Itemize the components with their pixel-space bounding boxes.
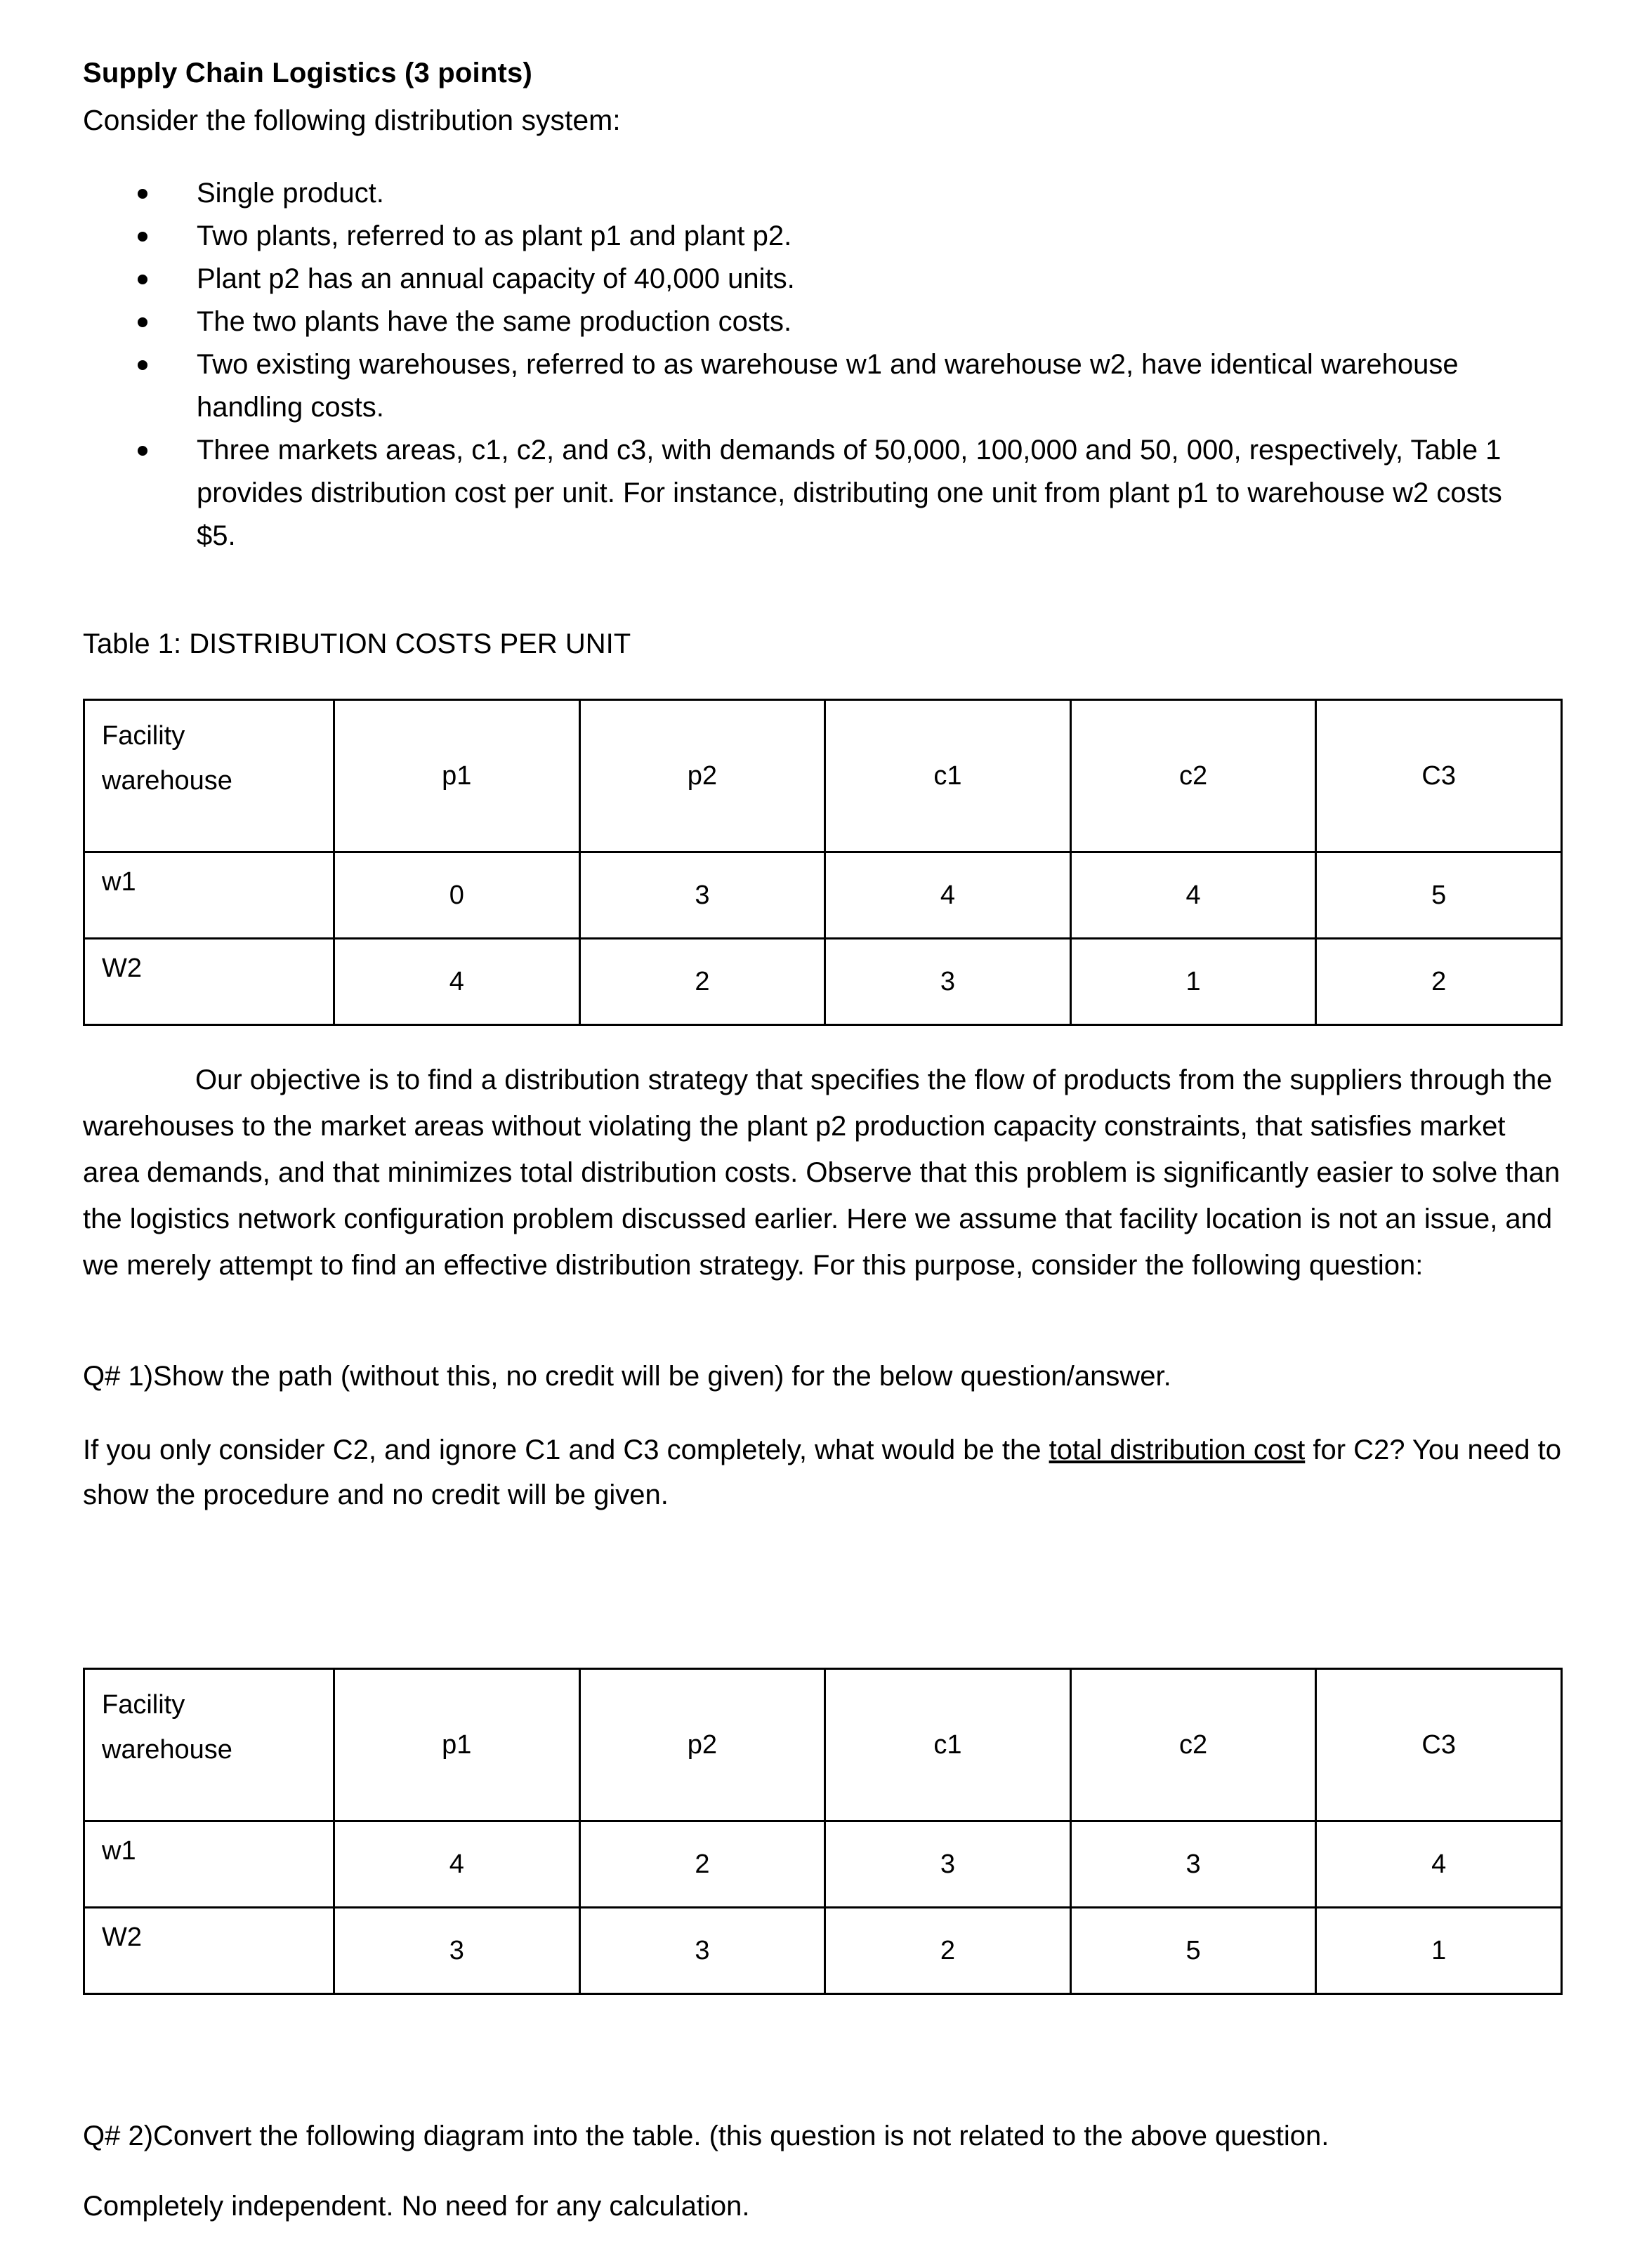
intro-text: Consider the following distribution system: bbox=[83, 104, 621, 136]
list-item: Two existing warehouses, referred to as warehouse w1 and warehouse w2, have identical warehouse handling costs. bbox=[83, 343, 1544, 429]
table-cell: 4 bbox=[1070, 852, 1316, 939]
table-cell: 5 bbox=[1316, 852, 1562, 939]
table-cell: 1 bbox=[1316, 1908, 1562, 1994]
bullet-icon bbox=[138, 446, 147, 456]
table-row bbox=[84, 852, 1562, 939]
column-header-p2: p2 bbox=[579, 700, 825, 852]
question-1-detail: If you only consider C2, and ignore C1 and C3 completely, what would be the total distribution cost for C2? You need to show the procedure and no credit will be given. bbox=[83, 1435, 1561, 1510]
column-header-p1: p1 bbox=[334, 1669, 580, 1821]
column-header-c1: c1 bbox=[825, 1669, 1071, 1821]
table-header-row bbox=[84, 1669, 1562, 1821]
underlined-phrase: total distribution cost bbox=[1049, 1435, 1306, 1465]
table-row bbox=[84, 939, 1562, 1025]
table-cell: 4 bbox=[334, 939, 580, 1025]
question-2-detail: Completely independent. No need for any calculation. bbox=[83, 2191, 750, 2222]
objective-paragraph: Our objective is to find a distribution strategy that specifies the flow of products from the suppliers through the warehouses to the market areas without violating the plant p2 production capacity constraints, that satisfies market area demands, and that minimizes total distribution costs. Observe that this problem is significantly easier to solve than the logistics network configuration problem discussed earlier. Here we assume that facility location is not an issue, and we merely attempt to find an effective distribution strategy. For this purpose, consider the following question: bbox=[83, 1064, 1561, 1281]
column-header-c3: C3 bbox=[1316, 700, 1562, 852]
system-bullet-list bbox=[83, 172, 1544, 558]
column-header-c1: c1 bbox=[825, 700, 1071, 852]
table-cell: 3 bbox=[1070, 1821, 1316, 1908]
question-1: Q# 1)Show the path (without this, no credit will be given) for the below question/answer. bbox=[83, 1361, 1171, 1392]
column-header-p2: p2 bbox=[579, 1669, 825, 1821]
table-cell: 3 bbox=[579, 852, 825, 939]
table-cell: 5 bbox=[1070, 1908, 1316, 1994]
page-title: Supply Chain Logistics (3 points) bbox=[83, 58, 532, 88]
table-cell: 4 bbox=[334, 1821, 580, 1908]
table-cell: 4 bbox=[825, 852, 1071, 939]
bullet-icon bbox=[138, 360, 147, 370]
table-cell: 1 bbox=[1070, 939, 1316, 1025]
distribution-cost-table-1 bbox=[83, 699, 1563, 1026]
bullet-icon bbox=[138, 189, 147, 199]
table-cell: 0 bbox=[334, 852, 580, 939]
table-cell: 3 bbox=[825, 1821, 1071, 1908]
list-item: Plant p2 has an annual capacity of 40,000 units. bbox=[83, 258, 1544, 301]
row-header-w2: W2 bbox=[84, 939, 334, 1025]
list-item: Single product. bbox=[83, 172, 1544, 215]
bullet-icon bbox=[138, 275, 147, 284]
question-2: Q# 2)Convert the following diagram into the table. (this question is not related to the above question. bbox=[83, 2121, 1329, 2151]
column-header-c2: c2 bbox=[1070, 1669, 1316, 1821]
column-header-c3: C3 bbox=[1316, 1669, 1562, 1821]
table-cell: 3 bbox=[334, 1908, 580, 1994]
column-header-c2: c2 bbox=[1070, 700, 1316, 852]
row-header-w2: W2 bbox=[84, 1908, 334, 1994]
table-cell: 3 bbox=[825, 939, 1071, 1025]
table-row bbox=[84, 1908, 1562, 1994]
table-row bbox=[84, 1821, 1562, 1908]
column-header-p1: p1 bbox=[334, 700, 580, 852]
table-cell: 2 bbox=[579, 939, 825, 1025]
row-header-w1: w1 bbox=[84, 1821, 334, 1908]
bullet-icon bbox=[138, 232, 147, 242]
table-header-row bbox=[84, 700, 1562, 852]
table-cell: 2 bbox=[825, 1908, 1071, 1994]
table-corner-cell: Facility warehouse bbox=[84, 700, 334, 852]
bullet-icon bbox=[138, 317, 147, 327]
table-cell: 2 bbox=[579, 1821, 825, 1908]
list-item: Three markets areas, c1, c2, and c3, with demands of 50,000, 100,000 and 50, 000, respectively, Table 1 provides distribution cost per unit. For instance, distributing one unit from plant p1 to warehouse w2 costs $5. bbox=[83, 429, 1544, 558]
table-corner-cell: Facility warehouse bbox=[84, 1669, 334, 1821]
list-item: The two plants have the same production costs. bbox=[83, 301, 1544, 343]
table1-caption: Table 1: DISTRIBUTION COSTS PER UNIT bbox=[83, 628, 631, 659]
list-item: Two plants, referred to as plant p1 and plant p2. bbox=[83, 215, 1544, 258]
table-cell: 3 bbox=[579, 1908, 825, 1994]
distribution-cost-table-2 bbox=[83, 1668, 1563, 1995]
table-cell: 2 bbox=[1316, 939, 1562, 1025]
row-header-w1: w1 bbox=[84, 852, 334, 939]
table-cell: 4 bbox=[1316, 1821, 1562, 1908]
